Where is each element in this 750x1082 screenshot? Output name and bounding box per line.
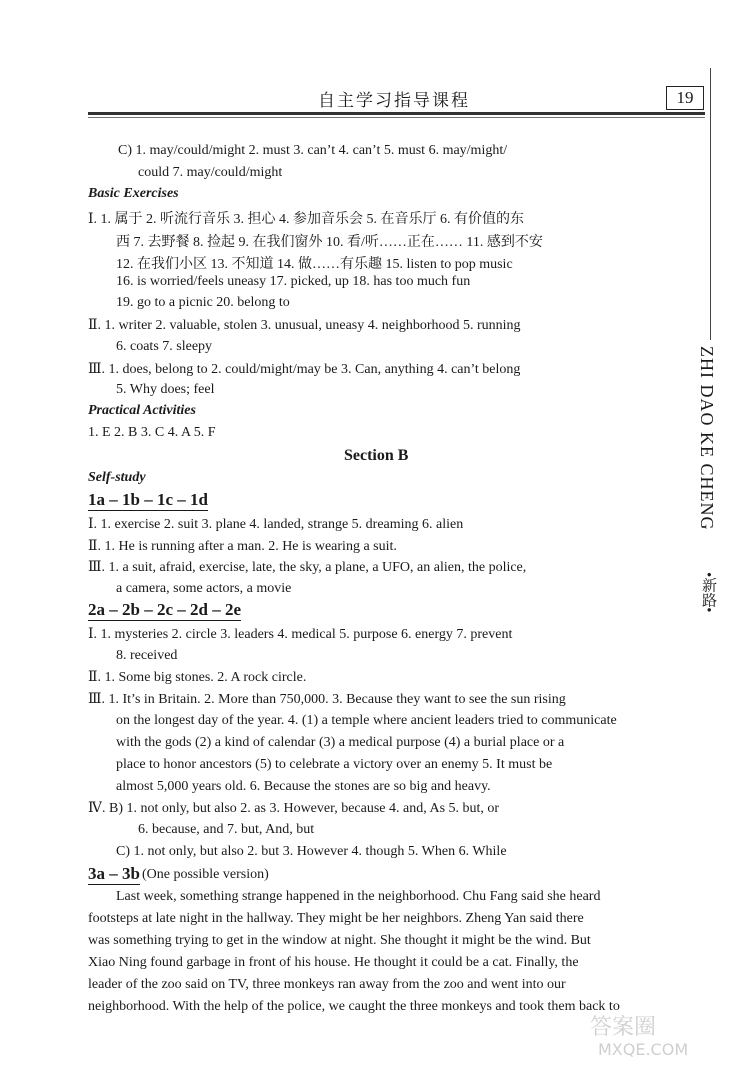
part1-line: Ⅲ. 1. a suit, afraid, exercise, late, the sky, a plane, a UFO, an alien, the police, xyxy=(88,560,527,575)
part2-line: 6. because, and 7. but, And, but xyxy=(138,822,315,837)
header-title: 自主学习指导课程 xyxy=(318,91,470,111)
part1-line: Ⅱ. 1. He is running after a man. 2. He is wearing a suit. xyxy=(88,539,397,554)
side-title: ZHI DAO KE CHENG xyxy=(697,346,717,531)
basic-line: 5. Why does; feel xyxy=(116,382,215,397)
header-rule-thin xyxy=(88,117,705,118)
side-decoration: •新路• xyxy=(700,572,716,613)
part2-line: C) 1. not only, but also 2. but 3. However 4. though 5. When 6. While xyxy=(116,844,507,859)
part2-line: Ⅱ. 1. Some big stones. 2. A rock circle. xyxy=(88,670,307,685)
part3-line: leader of the zoo said on TV, three monkeys ran away from the zoo and went into our xyxy=(88,977,566,992)
basic-line: 6. coats 7. sleepy xyxy=(116,339,213,354)
self-study-heading: Self-study xyxy=(88,470,146,485)
part2-line: almost 5,000 years old. 6. Because the stones are so big and heavy. xyxy=(116,779,491,794)
part2-line: 8. received xyxy=(116,648,178,663)
practical-heading: Practical Activities xyxy=(88,403,196,418)
part2-line: with the gods (2) a kind of calendar (3) a medical purpose (4) a burial place or a xyxy=(116,735,565,750)
header-rule xyxy=(88,112,705,115)
part3-line: Last week, something strange happened in the neighborhood. Chu Fang said she heard xyxy=(116,889,601,904)
section-b-title: Section B xyxy=(344,447,409,464)
part2-line: Ⅳ. B) 1. not only, but also 2. as 3. However, because 4. and, As 5. but, or xyxy=(88,801,500,816)
basic-line: 19. go to a picnic 20. belong to xyxy=(116,295,290,310)
part2-line: Ⅲ. 1. It’s in Britain. 2. More than 750,000. 3. Because they want to see the sun rising xyxy=(88,692,566,707)
basic-line: 12. 在我们小区 13. 不知道 14. 做……有乐趣 15. listen to pop music xyxy=(116,257,513,272)
side-divider xyxy=(710,68,711,340)
watermark-url: MXQE.COM xyxy=(598,1040,689,1059)
page-number: 19 xyxy=(666,86,704,110)
part3-heading: 3a – 3b xyxy=(88,864,140,883)
part2-line: on the longest day of the year. 4. (1) a temple where ancient leaders tried to communicate xyxy=(116,713,617,728)
part3-note: (One possible version) xyxy=(142,867,269,882)
c-line-1: C) 1. may/could/might 2. must 3. can’t 4. can’t 5. must 6. may/might/ xyxy=(118,143,508,158)
basic-line: 16. is worried/feels uneasy 17. picked, up 18. has too much fun xyxy=(116,274,471,289)
part2-line: Ⅰ. 1. mysteries 2. circle 3. leaders 4. medical 5. purpose 6. energy 7. prevent xyxy=(88,627,513,642)
practical-answers: 1. E 2. B 3. C 4. A 5. F xyxy=(88,425,216,440)
part2-heading: 2a – 2b – 2c – 2d – 2e xyxy=(88,600,241,619)
part1-line: a camera, some actors, a movie xyxy=(116,581,292,596)
part3-line: was something trying to get in the window at night. She thought it might be the wind. But xyxy=(88,933,591,948)
basic-exercises-heading: Basic Exercises xyxy=(88,186,179,201)
basic-line: Ⅲ. 1. does, belong to 2. could/might/may be 3. Can, anything 4. can’t belong xyxy=(88,362,521,377)
basic-line: Ⅰ. 1. 属于 2. 听流行音乐 3. 担心 4. 参加音乐会 5. 在音乐厅 6. 有价值的东 xyxy=(88,212,525,227)
part3-line: footsteps at late night in the hallway. They might be her neighbors. Zheng Yan said there xyxy=(88,911,584,926)
part2-line: place to honor ancestors (5) to celebrate a victory over an enemy 5. It must be xyxy=(116,757,553,772)
watermark-logo: 答案圈 xyxy=(590,1015,657,1040)
c-line-2: could 7. may/could/might xyxy=(138,165,283,180)
basic-line: 西 7. 去野餐 8. 捡起 9. 在我们窗外 10. 看/听……正在…… 11. 感到不安 xyxy=(116,235,543,250)
part1-line: Ⅰ. 1. exercise 2. suit 3. plane 4. landed, strange 5. dreaming 6. alien xyxy=(88,517,464,532)
part1-heading: 1a – 1b – 1c – 1d xyxy=(88,490,208,509)
part3-line: neighborhood. With the help of the police, we caught the three monkeys and took them back to xyxy=(88,999,620,1014)
part3-line: Xiao Ning found garbage in front of his house. He thought it could be a cat. Finally, the xyxy=(88,955,579,970)
basic-line: Ⅱ. 1. writer 2. valuable, stolen 3. unusual, uneasy 4. neighborhood 5. running xyxy=(88,318,521,333)
